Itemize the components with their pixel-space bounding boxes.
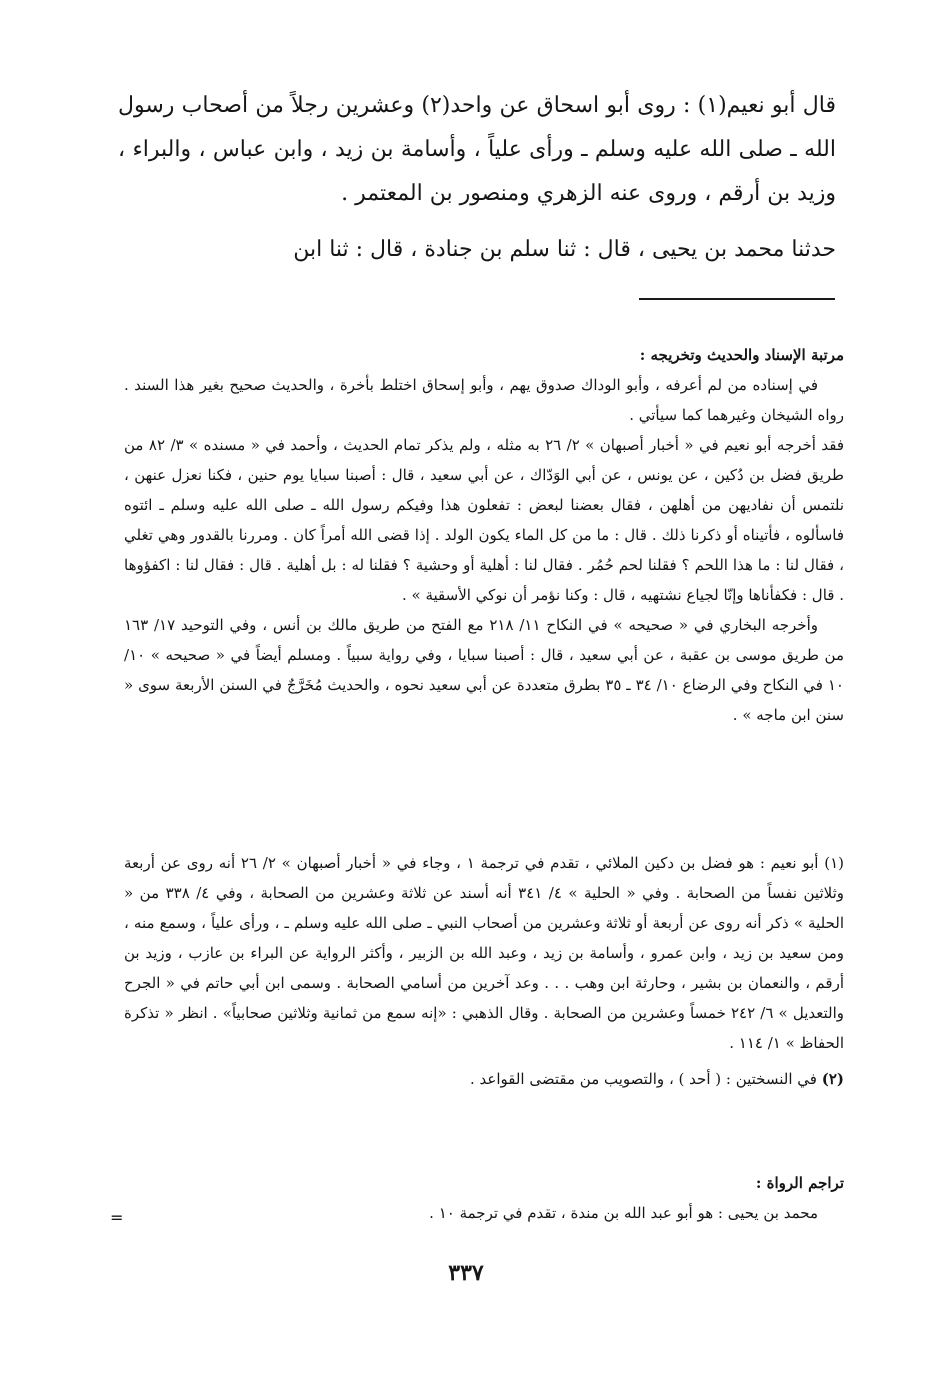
footnote-1 xyxy=(124,848,844,1058)
continuation-mark: = xyxy=(110,1208,124,1227)
page-number: ٣٣٧ xyxy=(448,1260,484,1286)
takhrij-paragraph: وأخرجه البخاري في « صحيحه » في النكاح ١١/ ٢١٨ مع الفتح من طريق مالك بن أنس ، وفي التوحيد ١٧/ ١٦٣ من طريق موسى بن عقبة ، عن أبي سعيد ، قال : أصبنا سبايا ، وفي رواية سبياً . ومسلم أيضاً في « صحيحه » ١٠/ ١٠ في النكاح وفي الرضاع ١٠/ ٣٤ ـ ٣٥ بطرق متعددة عن أبي سعيد نحوه ، والحديث مُخَرَّجٌ في السنن الأربعة سوى « سنن ابن ماجه » . xyxy=(124,616,844,724)
main-paragraph: قال أبو نعيم(١) : روى أبو اسحاق عن واحد(٢) وعشرين رجلاً من أصحاب رسول الله ـ صلى الله عليه وسلم ـ ورأى علياً ، وأسامة بن زيد ، وابن عباس ، والبراء ، وزيد بن أرقم ، وروى عنه الزهري ومنصور بن المعتمر . xyxy=(118,93,836,206)
main-text xyxy=(118,84,836,272)
narrators-heading: تراجم الرواة : xyxy=(755,1174,844,1192)
grading-paragraph: في إسناده من لم أعرفه ، وأبو الوداك صدوق يهم ، وأبو إسحاق اختلط بأخرة ، والحديث صحيح بغير هذا السند . رواه الشيخان وغيرهما كما سيأتي . xyxy=(124,376,844,424)
isnad-chain: حدثنا محمد بن يحيى ، قال : ثنا سلم بن جنادة ، قال : ثنا ابن xyxy=(293,237,836,262)
footnote-text: أبو نعيم : هو فضل بن دكين الملائي ، تقدم في ترجمة ١ ، وجاء في « أخبار أصبهان » ٢/ ٢٦ أنه روى عن أربعة وثلاثين نفساً من الصحابة . وفي « الحلية » ٤/ ٣٤١ أنه أسند عن ثلاثة وعشرين من الصحابة ، وفي ٤/ ٣٣٨ من « الحلية » ذكر أنه روى عن أربعة أو ثلاثة وعشرين من أصحاب النبي ـ صلى الله عليه وسلم ـ ، ورأى علياً ، وسمع منه ، ومن سعيد بن زيد ، وابن عمرو ، وأسامة بن زيد ، وعبد الله بن الزبير ، وأكثر الرواية عن البراء بن عازب ، وزيد بن أرقم ، والنعمان بن بشير ، وحارثة ابن وهب . . . وعد آخرين من أسامي الصحابة . وسمى ابن أبي حاتم في « الجرح والتعديل » ٦/ ٢٤٢ خمساً وعشرين من الصحابة . وقال الذهبي : «إنه سمع من ثمانية وثلاثين صحابياً» . انظر « تذكرة الحفاظ » ١/ ١١٤ . xyxy=(124,854,844,1052)
footnotes xyxy=(124,848,844,1094)
narrator-entry: محمد بن يحيى : هو أبو عبد الله بن مندة ، تقدم في ترجمة ١٠ . xyxy=(429,1204,818,1222)
footnote-2 xyxy=(124,1064,844,1094)
footnote-marker: (١) xyxy=(824,854,844,872)
footnote-marker: (٢) xyxy=(821,1070,844,1088)
grading-section xyxy=(124,340,844,730)
separator-rule xyxy=(639,298,835,300)
footnote-text: في النسختين : ( أحد ) ، والتصويب من مقتضى القواعد . xyxy=(469,1070,817,1088)
grading-heading: مرتبة الإسناد والحديث وتخريجه : xyxy=(639,346,844,364)
takhrij-paragraph: فقد أخرجه أبو نعيم في « أخبار أصبهان » ٢/ ٢٦ به مثله ، ولم يذكر تمام الحديث ، وأحمد في « مسنده » ٣/ ٨٢ من طريق فضل بن دُكين ، عن يونس ، عن أبي الوَدّاك ، عن أبي سعيد ، قال : أصبنا سبايا يوم حنين ، فكنا نعزل عنهن ، نلتمس أن نفاديهن من أهلهن ، فقال بعضنا لبعض : تفعلون هذا وفيكم رسول الله ـ صلى الله عليه وسلم ـ ائتوه فاسألوه ، فأتيناه أو ذكرنا ذلك . قال : ما من كل الماء يكون الولد . إذا قضى الله أمراً كان . ومررنا بالقدور وهي تغلي ، فقال لنا : ما هذا اللحم ؟ فقلنا لحم حُمُر . فقال لنا : أهلية أو وحشية ؟ فقلنا له : بل أهلية . قال : فقال لنا : اكفؤوها . قال : فكفأناها وإنّا لجياع نشتهيه ، قال : وكنا نؤمر أن نوكي الأسقية » . xyxy=(124,436,844,604)
narrators-section xyxy=(124,1168,844,1228)
